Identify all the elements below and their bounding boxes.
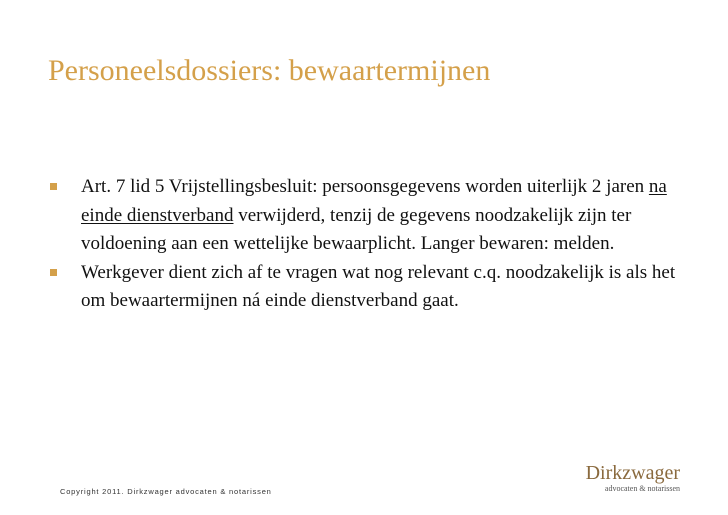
- bullet-text: Werkgever dient zich af te vragen wat nog relevant c.q. noodzakelijk is als het om bewaartermijnen ná einde dienstverband gaat.: [81, 261, 676, 312]
- bullet-text-underlined: na einde dienstverband: [81, 176, 667, 226]
- logo-subtitle: advocaten & notarissen: [604, 484, 680, 493]
- bullet-text-pre: Art. 7 lid 5 Vrijstellingsbesluit: persoonsgegevens worden uiterlijk 2 jaren: [81, 176, 649, 197]
- bullet-text-post: verwijderd, tenzij de gegevens noodzakelijk zijn ter voldoening aan een wettelijke bewaarplicht. Langer bewaren: melden.: [81, 204, 632, 255]
- logo-name: Dirkzwager: [585, 462, 680, 484]
- bullet-item: [50, 173, 690, 259]
- square-bullet-icon: [50, 269, 57, 276]
- copyright-footer: Copyright 2011. Dirkzwager advocaten & notarissen: [60, 487, 272, 496]
- bullet-item: [50, 259, 690, 316]
- company-logo: [580, 462, 680, 494]
- bullet-list: [50, 173, 690, 316]
- slide-title: Personeelsdossiers: bewaartermijnen: [48, 54, 491, 87]
- square-bullet-icon: [50, 183, 57, 190]
